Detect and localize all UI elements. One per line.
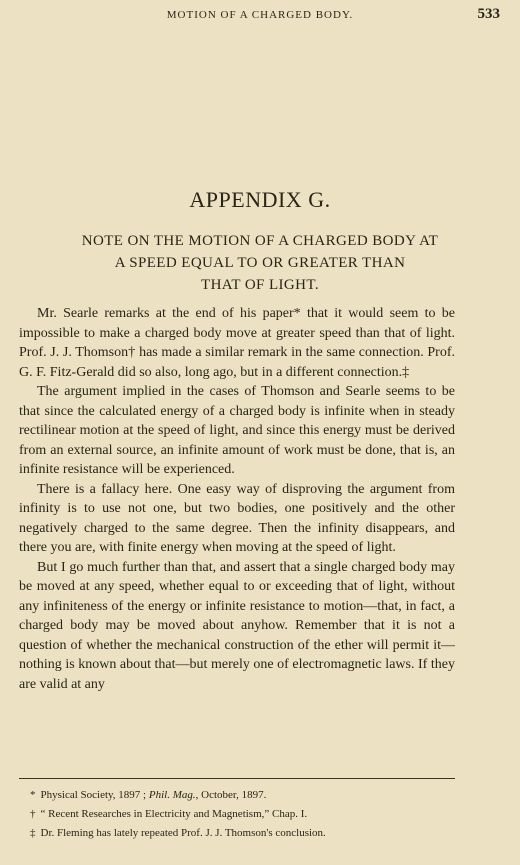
paragraph: Mr. Searle remarks at the end of his paper* that it would seem to be impossible to make a charged body move at greater speed than that of light. Prof. J. J. Thomson† has made a similar remark in the same connection. Prof. G. F. Fitz-Gerald did so also, long ago, but in a different connection.‡ — [19, 306, 455, 380]
footnote-rule — [19, 778, 455, 779]
paragraph: The argument implied in the cases of Thomson and Searle seems to be that since the calculated energy of a charged body is infinite when in steady rectilinear motion at the speed of light, and since this energy must be derived from an external source, an infinite amount of work must be done, that is, an infinite resistance will be experienced. — [19, 384, 455, 477]
subtitle-line: NOTE ON THE MOTION OF A CHARGED BODY AT — [81, 233, 439, 249]
footnotes — [30, 786, 460, 843]
footnote — [30, 824, 460, 843]
paragraph: But I go much further than that, and assert that a single charged body may be moved at any speed, whether equal to or exceeding that of light, without any infiniteness of the energy or infinite resistance to motion—that, in fact, a charged body may be moved about anyhow. Remember that it is not a question of whether the mechanical construction of the ether will permit it—nothing is known about that—but merely one of electromagnetic laws. If they are valid at any — [19, 559, 455, 692]
footnote-journal: Phil. Mag. — [148, 789, 196, 801]
footnote-text: “ Recent Researches in Electricity and Magnetism,” Chap. I. — [40, 808, 308, 820]
footnote-text: , October, 1897. — [195, 789, 267, 801]
appendix-subtitle — [30, 230, 490, 296]
footnote-mark: † — [30, 808, 36, 820]
paragraph: There is a fallacy here. One easy way of disproving the argument from infinity is to use not one, but two bodies, one positively and the other negatively charged to the same degree. Then the infinity disappears, and there you are, with finite energy when moving at the speed of light. — [19, 481, 455, 555]
footnote-text: Physical Society, 1897 ; — [40, 789, 149, 801]
footnote-mark: ‡ — [30, 827, 36, 839]
running-title: MOTION OF A CHARGED BODY. — [166, 9, 354, 21]
footnote — [30, 786, 460, 805]
page-number: 533 — [477, 6, 500, 22]
subtitle-line: THAT OF LIGHT. — [201, 277, 319, 293]
subtitle-line: A SPEED EQUAL TO OR GREATER THAN — [114, 255, 406, 271]
footnote-text: Dr. Fleming has lately repeated Prof. J. J. Thomson's conclusion. — [40, 827, 326, 839]
appendix-title: APPENDIX G. — [189, 187, 331, 212]
footnote — [30, 805, 460, 824]
body-text — [19, 304, 455, 694]
running-head — [20, 6, 500, 26]
footnote-mark: * — [30, 789, 36, 801]
